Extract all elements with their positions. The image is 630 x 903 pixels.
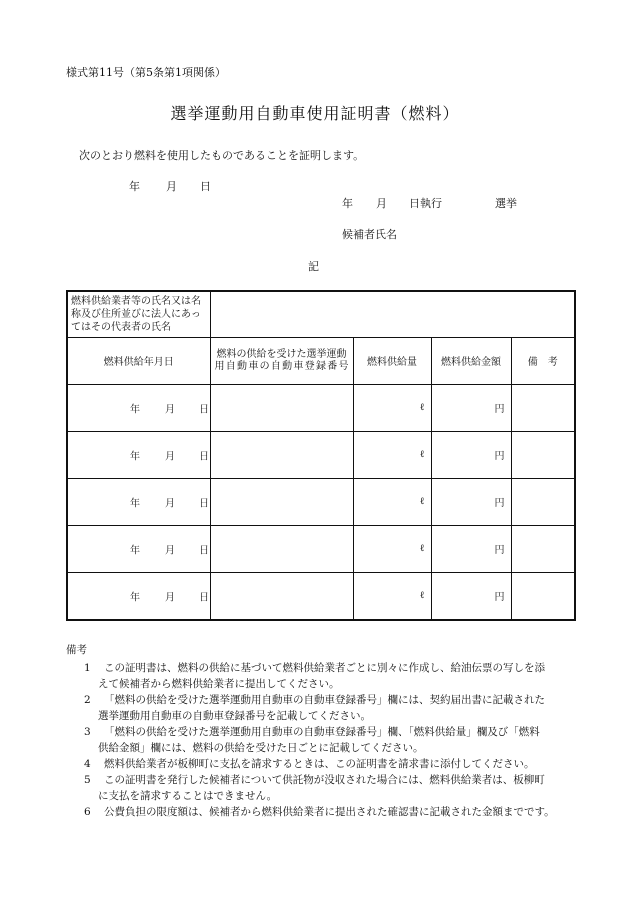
quantity-cell[interactable]: ℓ — [353, 572, 431, 620]
election-year: 年 — [342, 197, 353, 210]
notes-section — [66, 642, 586, 820]
registration-cell[interactable] — [210, 431, 353, 478]
cert-date-month: 月 — [166, 180, 177, 193]
amount-cell[interactable]: 円 — [431, 478, 511, 525]
date-cell[interactable]: 年 月 日 — [67, 431, 210, 478]
remarks-cell[interactable] — [511, 572, 575, 620]
registration-cell[interactable] — [210, 572, 353, 620]
remarks-cell[interactable] — [511, 384, 575, 431]
remarks-cell[interactable] — [511, 431, 575, 478]
note-item — [66, 756, 586, 772]
notes-heading: 備考 — [66, 644, 87, 656]
table-row — [67, 478, 575, 525]
note-number: 5 — [84, 774, 91, 786]
note-line: 選挙運動用自動車の自動車登録番号を記載してください。 — [98, 710, 371, 722]
statement: 次のとおり燃料を使用したものであることを証明します。 — [79, 149, 365, 162]
date-cell[interactable]: 年 月 日 — [67, 384, 210, 431]
note-item — [66, 724, 586, 756]
note-line: 公費負担の限度額は、候補者から燃料供給業者に提出された確認書に記載された金額までです。 — [104, 806, 555, 818]
header-registration: 燃料の供給を受けた選挙運動用自動車の自動車登録番号 — [210, 337, 353, 384]
remarks-cell[interactable] — [511, 478, 575, 525]
note-number: 2 — [84, 694, 91, 706]
registration-cell[interactable] — [210, 478, 353, 525]
note-number: 1 — [84, 662, 91, 674]
note-line: 「燃料の供給を受けた選挙運動用自動車の自動車登録番号」欄、「燃料供給量」欄及び「燃料 — [104, 726, 540, 738]
header-date: 燃料供給年月日 — [67, 337, 210, 384]
note-line: 「燃料の供給を受けた選挙運動用自動車の自動車登録番号」欄には、契約届出書に記載された — [104, 694, 545, 706]
candidate-name-label: 候補者氏名 — [342, 228, 397, 241]
note-item — [66, 772, 586, 804]
remarks-cell[interactable] — [511, 525, 575, 572]
date-cell[interactable]: 年 月 日 — [67, 572, 210, 620]
note-number: 4 — [84, 758, 91, 770]
amount-cell[interactable]: 円 — [431, 384, 511, 431]
note-line: えて候補者から燃料供給業者に提出してください。 — [98, 678, 340, 690]
quantity-cell[interactable]: ℓ — [353, 478, 431, 525]
header-remarks: 備 考 — [511, 337, 575, 384]
election-label: 選挙 — [495, 197, 517, 210]
page-title: 選挙運動用自動車使用証明書（燃料） — [170, 104, 460, 123]
note-item — [66, 660, 586, 692]
fuel-table — [66, 290, 576, 621]
date-cell[interactable]: 年 月 日 — [67, 478, 210, 525]
table-row — [67, 572, 575, 620]
header-amount: 燃料供給金額 — [431, 337, 511, 384]
note-line: 燃料供給業者が板柳町に支払を請求するときは、この証明書を請求書に添付してください。 — [104, 758, 535, 770]
note-line: に支払を請求することはできません。 — [98, 790, 278, 802]
note-line: 供給金額」欄には、燃料の供給を受けた日ごとに記載してください。 — [98, 742, 424, 754]
note-number: 6 — [84, 806, 91, 818]
quantity-cell[interactable]: ℓ — [353, 431, 431, 478]
note-line: この証明書は、燃料の供給に基づいて燃料供給業者ごとに別々に作成し、給油伝票の写しを添 — [104, 662, 545, 674]
amount-cell[interactable]: 円 — [431, 525, 511, 572]
election-day-exec: 日執行 — [409, 197, 442, 210]
note-item — [66, 692, 586, 724]
note-item — [66, 804, 586, 820]
table-row — [67, 384, 575, 431]
registration-cell[interactable] — [210, 525, 353, 572]
table-row — [67, 431, 575, 478]
date-cell[interactable]: 年 月 日 — [67, 525, 210, 572]
amount-cell[interactable]: 円 — [431, 572, 511, 620]
form-number: 様式第11号（第5条第1項関係） — [66, 66, 226, 79]
note-number: 3 — [84, 726, 91, 738]
election-month: 月 — [376, 197, 387, 210]
cert-date-year: 年 — [129, 180, 140, 193]
header-quantity: 燃料供給量 — [353, 337, 431, 384]
quantity-cell[interactable]: ℓ — [353, 525, 431, 572]
cert-date-day: 日 — [200, 180, 211, 193]
note-line: この証明書を発行した候補者について供託物が没収された場合には、燃料供給業者は、板柳町 — [104, 774, 545, 786]
registration-cell[interactable] — [210, 384, 353, 431]
quantity-cell[interactable]: ℓ — [353, 384, 431, 431]
supplier-label: 燃料供給業者等の氏名又は名称及び住所並びに法人にあってはその代表者の氏名 — [71, 295, 201, 333]
amount-cell[interactable]: 円 — [431, 431, 511, 478]
table-row — [67, 525, 575, 572]
supplier-label-cell — [67, 291, 210, 337]
supplier-value-cell[interactable] — [210, 291, 575, 337]
ki-label: 記 — [308, 260, 319, 273]
